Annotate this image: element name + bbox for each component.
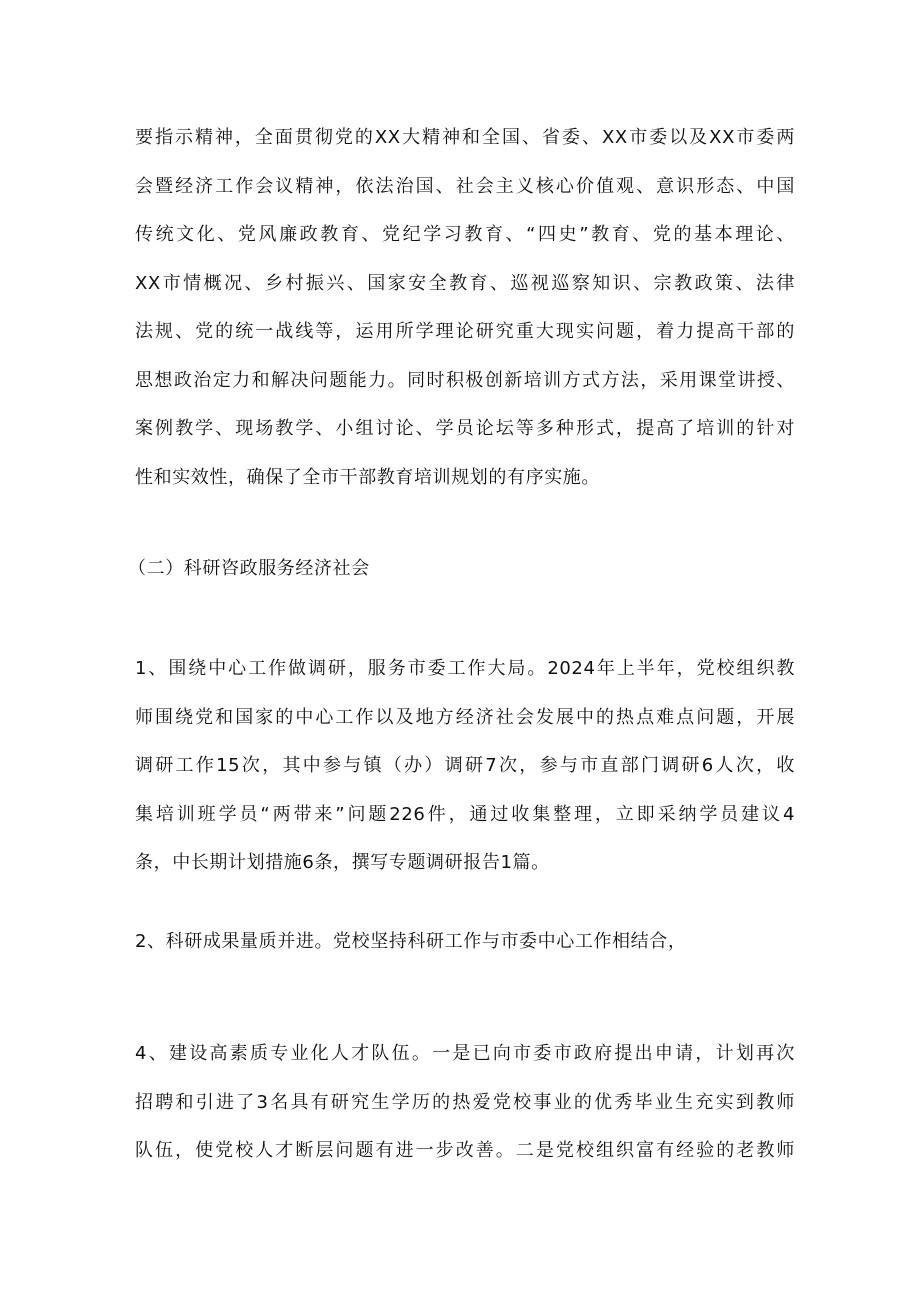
paragraph-training-content — [135, 114, 795, 502]
text-line: 会暨经济工作会议精神，依法治国、社会主义核心价值观、意识形态、中国 — [135, 175, 795, 197]
text-line: 师围绕党和国家的中心工作以及地方经济社会发展中的热点难点问题，开展 — [135, 706, 795, 728]
paragraph-research-results — [135, 918, 795, 967]
text-line: 4、建设高素质专业化人才队伍。一是已向市委市政府提出申请，计划再次 — [135, 1043, 795, 1064]
section-heading: （二）科研咨政服务经济社会 — [128, 558, 370, 579]
text-line: 思想政治定力和解决问题能力。同时积极创新培训方式方法，采用课堂讲授、 — [135, 369, 795, 391]
text-line: 2、科研成果量质并进。党校坚持科研工作与市委中心工作相结合， — [135, 931, 687, 952]
text-line: XX市情概况、乡村振兴、国家安全教育、巡视巡察知识、宗教政策、法律 — [135, 272, 795, 294]
text-line: 调研工作15次，其中参与镇（办）调研7次，参与市直部门调研6人次，收 — [135, 755, 795, 776]
text-line: 要指示精神，全面贯彻党的XX大精神和全国、省委、XX市委以及XX市委两 — [135, 127, 795, 148]
text-line: 性和实效性，确保了全市干部教育培训规划的有序实施。 — [135, 466, 600, 488]
text-line: 队伍，使党校人才断层问题有进一步改善。二是党校组织富有经验的老教师 — [135, 1140, 795, 1161]
text-line: 招聘和引进了3名具有研究生学历的热爱党校事业的优秀毕业生充实到教师 — [135, 1091, 795, 1113]
text-line: 传统文化、党风廉政教育、党纪学习教育、“四史”教育、党的基本理论、 — [135, 224, 795, 245]
paragraph-research-service — [135, 645, 795, 888]
text-line: 集培训班学员“两带来”问题226件，通过收集整理，立即采纳学员建议4 — [135, 803, 795, 825]
text-line: 案例教学、现场教学、小组讨论、学员论坛等多种形式，提高了培训的针对 — [135, 418, 795, 439]
text-line: 条，中长期计划措施6条，撰写专题调研报告1篇。 — [135, 852, 550, 873]
text-line: 1、围绕中心工作做调研，服务市委工作大局。2024年上半年，党校组织教 — [135, 658, 795, 679]
text-line: 法规、党的统一战线等，运用所学理论研究重大现实问题，着力提高干部的 — [135, 321, 795, 342]
paragraph-talent-team — [135, 1030, 795, 1176]
